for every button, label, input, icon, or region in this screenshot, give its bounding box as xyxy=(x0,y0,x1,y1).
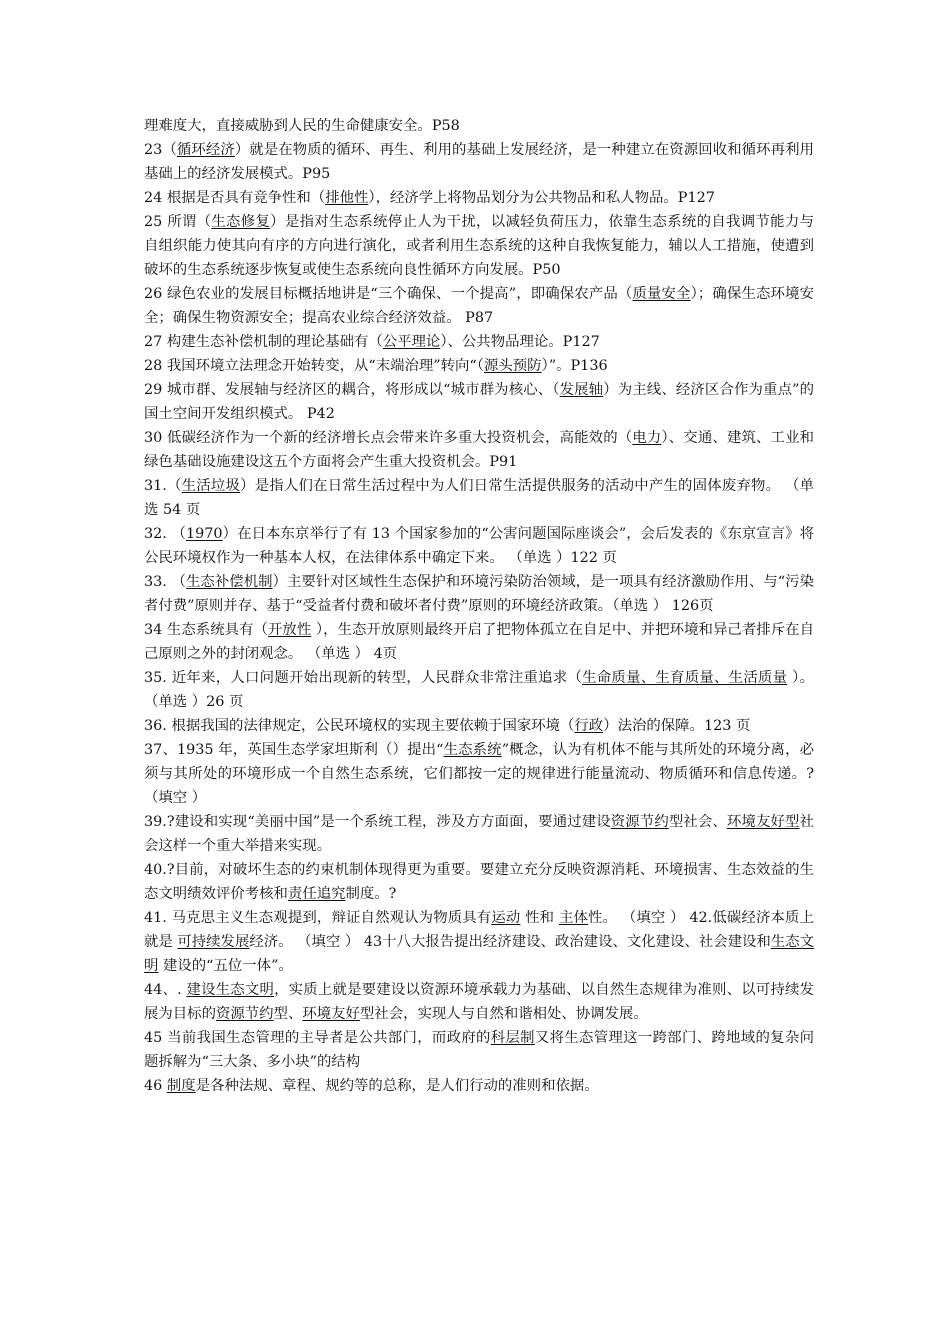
question-item xyxy=(144,618,814,666)
question-text: ）主要针对区域性生态保护和环境污染防治领域，是一项具有经济激励作用、与“污染者付费”原则并存、基于“受益者付费和破坏者付费”原则的环境经济政策。（单选 ） 126页 xyxy=(144,574,814,614)
question-text: 27 构建生态补偿机制的理论基础有（ xyxy=(144,334,383,350)
question-text: 37、1935 年，英国生态学家坦斯利（）提出“ xyxy=(144,742,444,758)
question-item xyxy=(144,858,814,906)
question-item xyxy=(144,1074,814,1098)
question-item xyxy=(144,738,814,810)
question-text: 是各种法规、章程、规约等的总称，是人们行动的准则和依据。 xyxy=(195,1078,599,1094)
question-text: ）是指对生态系统停止人为干扰，以减轻负荷压力，依靠生态系统的自我调节能力与自组织能力使其向有序的方向进行演化，或者利用生态系统的这种自我恢复能力，辅以人工措施，使遭到破坏的生态系统逐步恢复或使生态系统向良性循环方向发展。P50 xyxy=(144,214,814,278)
question-item xyxy=(144,474,814,522)
question-text: 23（ xyxy=(144,142,177,158)
question-text: ，实质上就是要建设以资源环境承载力为基础、以自然生态规律为准则、以可持续发展为目标的 xyxy=(144,982,814,1022)
question-text: ）、交通、建筑、工业和绿色基础设施建设这五个方面将会产生重大投资机会。P91 xyxy=(144,430,814,470)
answer-text: 环境友好 xyxy=(302,1006,360,1022)
question-text: 30 低碳经济作为一个新的经济增长点会带来许多重大投资机会，高能效的（ xyxy=(144,430,633,446)
answer-text: 责任追究 xyxy=(287,886,346,902)
question-text: 41. 马克思主义生态观提到，辩证自然观认为物质具有 xyxy=(144,910,492,926)
question-item xyxy=(144,282,814,330)
question-text: ）为主线、经济区合作为重点”的国土空间开发组织模式。 P42 xyxy=(144,382,814,422)
answer-text: 生活垃圾 xyxy=(181,478,241,494)
answer-text: 生态修复 xyxy=(211,214,271,230)
question-text: ）法治的保障。123 页 xyxy=(603,718,751,734)
answer-text: 电力 xyxy=(632,430,662,446)
answer-text: 源头预防 xyxy=(483,358,542,374)
answer-text: 排他性 xyxy=(325,190,369,206)
question-text: 理难度大，直接威胁到人民的生命健康安全。P58 xyxy=(144,118,460,134)
question-text: 39.?建设和实现“美丽中国”是一个系统工程，涉及方方面面，要通过建设 xyxy=(144,814,611,830)
question-text: 26 绿色农业的发展目标概括地讲是“三个确保、一个提高”，即确保农产品（ xyxy=(144,286,633,302)
question-item xyxy=(144,114,814,138)
question-item xyxy=(144,210,814,282)
question-list xyxy=(144,114,814,1098)
question-item xyxy=(144,570,814,618)
question-text: 44、. xyxy=(144,982,187,998)
question-text: 34 生态系统具有（ xyxy=(144,622,268,638)
question-item xyxy=(144,810,814,858)
question-text: 性和 xyxy=(520,910,559,926)
question-text: ）。 （单选 ）26 页 xyxy=(144,670,814,710)
answer-text: 质量安全 xyxy=(632,286,691,302)
question-text: 28 我国环境立法理念开始转变，从“末端治理”转向“（ xyxy=(144,358,484,374)
question-item xyxy=(144,186,814,210)
question-item xyxy=(144,426,814,474)
question-text: 32. （ xyxy=(144,526,186,542)
question-text: 24 根据是否具有竞争性和（ xyxy=(144,190,326,206)
answer-text: 运动 xyxy=(491,910,521,926)
question-text: 又将生态管理这一跨部门、跨地域的复杂问题拆解为“三大条、多小块”的结构 xyxy=(144,1030,814,1070)
answer-text: 环境友好型 xyxy=(726,814,800,830)
question-item xyxy=(144,522,814,570)
answer-text: 可持续发展 xyxy=(177,934,250,950)
question-item xyxy=(144,906,814,978)
question-text: 经济。 （填空 ） 43十八大报告提出经济建设、政治建设、文化建设、社会建设和 xyxy=(249,934,771,950)
question-text: ）、公共物品理论。P127 xyxy=(440,334,600,350)
question-text: 46 xyxy=(144,1078,167,1094)
question-item xyxy=(144,378,814,426)
answer-text: 生命质量、生育质量、生活质量 xyxy=(582,670,788,686)
question-text: 制度。? xyxy=(345,886,397,902)
question-text: ）是指人们在日常生活过程中为人们日常生活提供服务的活动中产生的固体废弃物。 （单选 54 页 xyxy=(144,478,815,518)
question-item xyxy=(144,330,814,354)
question-text: ”概念，认为有机体不能与其所处的环境分离，必须与其所处的环境形成一个自然生态系统，它们都按一定的规律进行能量流动、物质循环和信息传递。?（填空 ） xyxy=(144,742,814,806)
question-text: 型社会、 xyxy=(668,814,727,830)
answer-text: 行政 xyxy=(574,718,604,734)
question-text: 45 当前我国生态管理的主导者是公共部门，而政府的 xyxy=(144,1030,491,1046)
question-text: 36. 根据我国的法律规定，公民环境权的实现主要依赖于国家环境（ xyxy=(144,718,575,734)
question-item xyxy=(144,138,814,186)
question-text: ），经济学上将物品划分为公共物品和私人物品。P127 xyxy=(368,190,715,206)
answer-text: 循环经济 xyxy=(176,142,235,158)
question-text: 35. 近年来，人口问题开始出现新的转型，人民群众非常注重追求（ xyxy=(144,670,583,686)
answer-text: 制度 xyxy=(166,1078,196,1094)
answer-text: 资源节约 xyxy=(215,1006,274,1022)
question-text: ）”。P136 xyxy=(541,358,608,374)
question-text: 31.（ xyxy=(144,478,182,494)
question-text: 性。 （填空 ） 42.低碳经济本质上就是 xyxy=(144,910,814,950)
question-item xyxy=(144,1026,814,1074)
question-text: 型、 xyxy=(273,1006,303,1022)
answer-text: 资源节约 xyxy=(610,814,669,830)
question-item xyxy=(144,354,814,378)
question-item xyxy=(144,714,814,738)
answer-text: 建设生态文明 xyxy=(186,982,275,998)
question-text: ）就是在物质的循环、再生、利用的基础上发展经济，是一种建立在资源回收和循环再利用基础上的经济发展模式。P95 xyxy=(144,142,814,182)
answer-text: 公平理论 xyxy=(382,334,441,350)
question-text: 29 城市群、发展轴与经济区的耦合，将形成以“城市群为核心、（ xyxy=(144,382,560,398)
question-text: ），生态开放原则最终开启了把物体孤立在自足中、并把环境和异己者排斥在自己原则之外的封闭观念。 （单选 ） 4页 xyxy=(144,622,814,662)
answer-text: 生态系统 xyxy=(443,742,502,758)
question-text: 33. （ xyxy=(144,574,186,590)
answer-text: 科层制 xyxy=(490,1030,535,1046)
question-text: ）在日本东京举行了有 13 个国家参加的“公害问题国际座谈会”，会后发表的《东京宣言》将公民环境权作为一种基本人权，在法律体系中确定下来。 （单选 ）122 页 xyxy=(144,526,814,566)
answer-text: 开放性 xyxy=(268,622,312,638)
question-text: 40.?目前，对破坏生态的约束机制体现得更为重要。要建立充分反映资源消耗、环境损害、生态效益的生态文明绩效评价考核和 xyxy=(144,862,814,902)
answer-text: 主体 xyxy=(558,910,589,926)
question-text: 建设的“五位一体”。 xyxy=(158,958,293,974)
answer-text: 1970 xyxy=(185,526,223,542)
answer-text: 生态文明 xyxy=(144,934,814,974)
question-item xyxy=(144,666,814,714)
answer-text: 发展轴 xyxy=(559,382,604,398)
question-item xyxy=(144,978,814,1026)
question-text: 型社会，实现人与自然和谐相处、协调发展。 xyxy=(359,1006,648,1022)
question-text: 25 所谓（ xyxy=(144,214,212,230)
question-text: ）；确保生态环境安全；确保生物资源安全；提高农业综合经济效益。 P87 xyxy=(144,286,814,326)
answer-text: 生态补偿机制 xyxy=(185,574,273,590)
question-text: 社会这样一个重大举措来实现。 xyxy=(144,814,814,854)
